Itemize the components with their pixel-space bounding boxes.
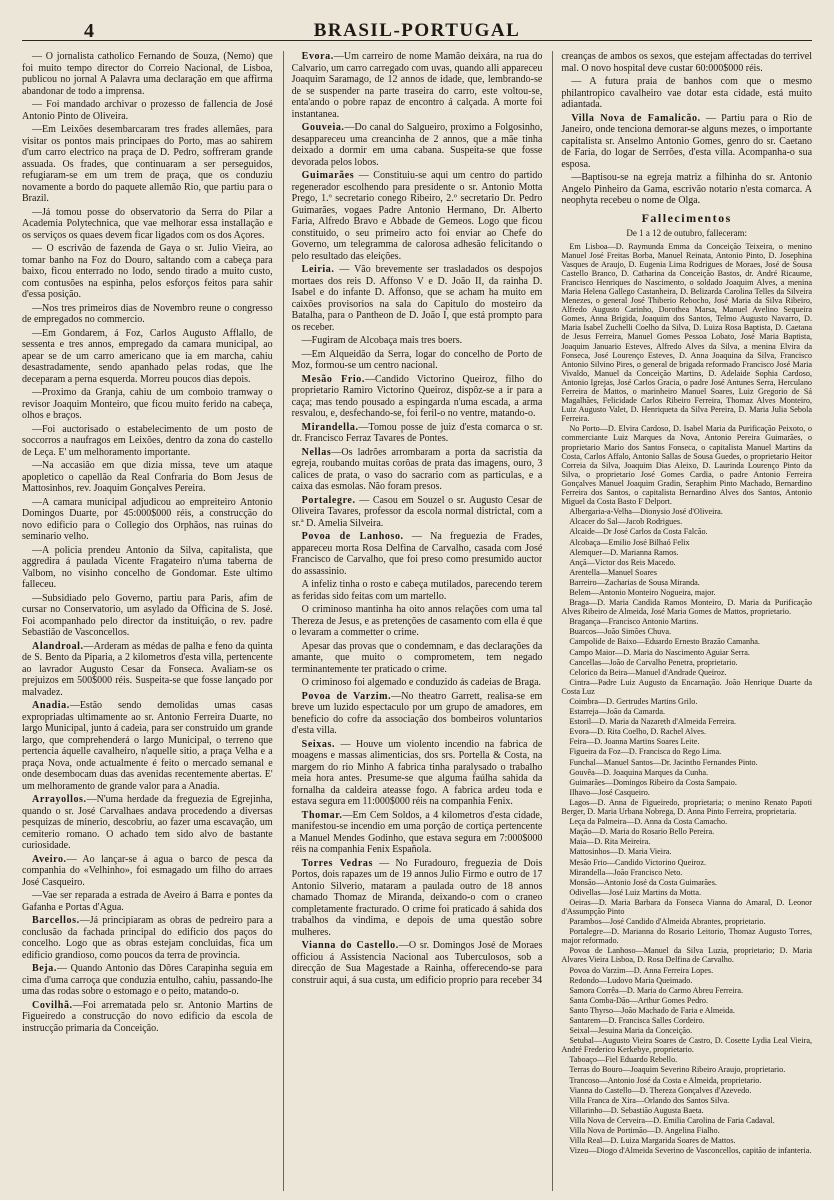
news-location: Portalegre. xyxy=(301,494,356,506)
news-text: — A futura praia de banhos com que o mesmo philantropico cavalheiro vae dotar esta cidade, está muito adiantada. xyxy=(561,76,813,110)
column-2 xyxy=(283,51,543,1191)
obituary-entry: Santarem—D. Francisca Salles Cordeiro. xyxy=(569,1016,705,1025)
news-text: —A policia prendeu Antonio da Silva, capitalista, que aggredira á paulada Vicente Fragateiro n'uma taberna de Valbom, no visinho concelho de Gondomar. Este ultimo falleceu. xyxy=(22,544,273,590)
obituary-entry: Belem—Antonio Monteiro Nogueira, major. xyxy=(569,587,716,597)
news-text: —Proximo da Granja, cahiu de um comboio tramway o revisor Joaquim Monteiro, que ficou muito ferido na cabeça, olhos e braços. xyxy=(22,387,273,421)
news-item xyxy=(292,940,543,986)
news-item xyxy=(22,387,273,422)
obituary-list xyxy=(561,242,812,1156)
obituary-entry: Cintra—Padre Luiz Augusto da Encarnação. João Henrique Duarte da Costa Luz xyxy=(561,677,813,696)
obituary-entry: Gouvêa—D. Joaquina Marques da Cunha. xyxy=(569,767,709,777)
obituary-entry: Mesão Frio—Candido Victorino Queiroz. xyxy=(569,857,707,867)
obituary-entry: Braga—D. Maria Candida Ramos Monteiro, D. Maria da Purificação Alves Ribeiro de Almeida, José Maria Gomes de Mattos, proprietario. xyxy=(561,598,813,617)
news-text: —Candido Victorino Queiroz, filho do proprietario Ramiro Victorino Queiroz, dispôz-se a ir para a caça; mas tendo pousado a espingarda n'uma escada, a arma resvalou, e, desfechando-se, foi feril-o no ventre, matando-o. xyxy=(291,373,543,419)
masthead-title: BRASIL-PORTUGAL xyxy=(313,20,521,41)
news-text: —N'uma herdade da freguezia de Egrejinha, quando o sr. José Carvalhaes andava procedendo a diversas pesquizas de minerio, descobriu, ao fazer uma escavação, um cemiterio romano. O achado tem sido alvo de bastante curiosidade. xyxy=(22,794,273,851)
news-location: Mirandella. xyxy=(301,421,359,433)
news-text: —Subsidiado pelo Governo, partiu para Paris, afim de cursar no Conservatorio, um asylado da Officina de S. José. Foi acompanhado pelo director da instituição, o rev. padre Sebastião de Vasconcellos. xyxy=(22,592,273,638)
news-text: O criminoso foi algemado e conduzido ás cadeias de Braga. xyxy=(301,677,542,688)
news-item xyxy=(22,890,273,913)
news-text: — O jornalista catholico Fernando de Souza, (Nemo) que foi muito tempo director do Correio Nacional, de Lisboa, publicou no jornal A Palavra uma declaração em que affirma abandonar de todo a imprensa. xyxy=(22,51,273,97)
news-text: —Estão sendo demolidas umas casas expropriadas ultimamente ao sr. Antonio Ferreira Duarte, no largo Municipal, junto á cadeia, para ser construido um grande largo, que comprehenderá o largo Municipal, o terreno que pertencia áquelle cavalheiro, n'aquelle sitio, a praça Velha e a praça Nova, onde actualmente é feito o mercado semanal e onde desembocam duas das avenidas recentemente abertas. E' um melhoramento de grande valor para a Anadia. xyxy=(22,700,273,792)
obituary-entry: Celorico da Beira—Manuel d'Andrade Queiroz. xyxy=(569,667,727,677)
page-header xyxy=(22,0,812,41)
news-location: Nellas xyxy=(301,446,332,458)
news-text: — Constituiu-se aqui um centro do partido regenerador escolhendo para presidente o sr. Antonio Motta Prego, 1.º secretario conego Ribeiro, 2.º secretario Dr. Pedro Guimarães, vogaes Padre Antonio Hermano, Dr. Alberto Faria, Alfredo Bravo e Abbade de Gemeos. Logo que ficou constituido, o seu primeiro acto foi enviar ao Chefe do Governo, um telegramma de calorosa adhesão felicitando o pelo resultado das eleições. xyxy=(291,170,543,262)
news-text: —Vae ser reparada a estrada de Aveiro á Barra e pontes da Gafanha e Portas d'Agua. xyxy=(22,890,273,913)
news-text: —Já principiaram as obras de pedreiro para a conclusão da fachada principal do edificio dos paços do concelho. Logo que as obras estejam concluidas, fica um edificio grandioso, como poucos da terra de provincia. xyxy=(22,915,273,961)
news-item xyxy=(292,422,543,445)
obituary-entry: Barreiro—Zacharias de Sousa Miranda. xyxy=(569,577,700,587)
obituary-entry: Seixal—Jesuina Maria da Conceição. xyxy=(569,1026,693,1036)
obituary-entry: Buarcos—João Simões Chuva. xyxy=(569,627,671,637)
news-text: — Partiu para o Rio de Janeiro, onde tenciona demorar-se alguns mezes, o importante capitalista sr. Anselmo Antonio Gomes, genro do sr. Caetano de Faria, do logar de Serrões, d'esta villa. Acompanha-o sua esposa. xyxy=(561,112,813,170)
news-item xyxy=(22,51,273,97)
obituary-entry: Villarinho—D. Sebastião Augusta Baeta. xyxy=(569,1105,704,1115)
news-item xyxy=(292,122,543,168)
news-text: — Quando Antonio das Dôres Carapinha seguia em cima d'uma carroça que conduzia entulho, cahiu, passando-lhe uma das rodas sobre o estomago e o peito, matando-o. xyxy=(22,963,273,997)
obituary-entry: Leça da Palmeira—D. Anna da Costa Camacho. xyxy=(569,817,728,827)
obituary-entry: Estarreja—João da Camarda. xyxy=(569,707,666,717)
news-item xyxy=(22,854,273,889)
obituary-entry: Estoril—D. Maria da Nazareth d'Almeida Ferreira. xyxy=(569,717,737,727)
news-text: — Houve um violento incendio na fabrica de moagens e massas alimenticias, dos srs. Portella & Costa, na margem do rio Minho A fabrica tinha paralysado o trabalho meia hora antes. Presume-se que alguma faúlha sahida da fornalha da caldeira ateasse fogo. A fabrica ardeu toda e estava segura em 11:000$000 réis na companhia Fenix. xyxy=(291,738,543,807)
news-item xyxy=(22,328,273,386)
news-item xyxy=(292,349,543,372)
news-location: Beja. xyxy=(32,963,57,974)
obituary-heading: Fallecimentos xyxy=(641,210,732,225)
news-item xyxy=(561,113,812,171)
news-item xyxy=(22,963,273,998)
obituary-entry: Lagos—D. Anna de Figueiredo, proprietaria; o menino Renato Papoti Berger, D. Maria Urbana Nobrega, D. Anna Pinto Ferreira, proprietaria. xyxy=(561,797,813,817)
obituary-entry: Feira—D. Joanna Martins Soares Leite. xyxy=(569,737,700,747)
page-number: 4 xyxy=(84,20,94,42)
obituary-entry: Coimbra—D. Gertrudes Martins Grilo. xyxy=(569,697,698,706)
news-location: Covilhã. xyxy=(32,999,73,1011)
news-text: — Foi mandado archivar o prozesso de fallencia de José Antonio Pinto de Oliveira. xyxy=(22,99,273,122)
obituary-entry: Villa Nova de Portimão—D. Angelina Fialho. xyxy=(569,1126,720,1136)
news-item xyxy=(22,545,273,591)
obituary-entry: Setubal—Augusto Vieira Soares de Castro, D. Cosette Lydia Leal Vieira, André Frederico Kerkebye, proprietario. xyxy=(561,1036,813,1055)
obituary-entry: Vizeu—Diogo d'Almeida Severino de Vasconcellos, capitão de infanteria. xyxy=(569,1146,812,1156)
obituary-entry: Oeiras—D. Maria Barbara da Fonseca Vianna do Amaral, D. Leonor d'Assumpção Pinto xyxy=(561,897,813,916)
obituary-entry: Parambos—José Candido d'Almeida Abrantes, proprietario. xyxy=(569,917,766,927)
news-item xyxy=(292,858,543,939)
obituary-entry: Povoa do Varzim—D. Anna Ferreira Lopes. xyxy=(569,965,714,975)
news-text: — Vão brevemente ser trasladados os despojos mortaes dos reis D. Affonso V e D. João II, da rainha D. Isabel e do infante D. Affonso, que se acham ha muito em caixões provisorios na sala do Capitulo do mosteiro da Batalha, para o Pantheon de D. João I, que está prompto para os receber. xyxy=(291,264,543,333)
news-location: Guimarães xyxy=(301,170,355,181)
news-text: —Em Alqueidão da Serra, logar do concelho de Porto de Moz, formou-se um centro nacional. xyxy=(291,348,543,371)
obituary-entry: Campolide de Baixo—Eduardo Ernesto Brazão Camanha. xyxy=(569,637,760,647)
obituary-entry: Mattosinhos—D. Maria Vieira. xyxy=(569,847,672,857)
news-location: Povoa de Varzim. xyxy=(301,690,392,702)
obituary-entry: Mirandella—João Francisco Neto. xyxy=(569,867,683,877)
obituary-entry: Monsão—Antonio José da Costa Guimarães. xyxy=(569,877,717,887)
news-item xyxy=(292,604,543,639)
obituary-entry: Portalegre—D. Marianna do Rosario Leitorio, Thomaz Augusto Torres, major reformado. xyxy=(561,927,813,946)
news-item xyxy=(292,447,543,493)
news-item xyxy=(292,810,543,856)
obituary-entry: Campo Maior—D. Maria do Nascimento Aguiar Serra. xyxy=(569,647,750,657)
news-text: —Foi auctorisado o estabelecimento de um posto de soccorros a naufragos em Leixões, dentro da zona do castello de Leça. E' um melhoramento importante. xyxy=(22,423,273,458)
news-text: —Os ladrões arrombaram a porta da sacristia da egreja, roubando muitas corôas de prata das imagens, ouro, 3 calices de prata, o vaso do sacrario com as particulas, e a caixa das esmolas. Não foram presos. xyxy=(291,446,543,492)
news-text: Apesar das provas que o condemnam, e das declarações da amante, que muito o comprometem, tem negado terminantemente ter praticado o crime. xyxy=(291,640,543,675)
news-item xyxy=(22,243,273,301)
news-text: —O sr. Domingos José de Moraes officiou á Assistencia Nacional aos Tuberculosos, sob a direcção de Sua Magestade a Rainha, offerecendo-se para construir aqui, á sua custa, um edificio proprio para receber 34 xyxy=(291,940,543,986)
news-text: —Na accasião em que dizia missa, teve um ataque apopletico o capellão da Real Confraria do Bom Jesus de Mattosinhos, rev. Joaquim Gonçalves Pereira. xyxy=(22,460,273,494)
obituary-entry: Mação—D. Maria do Rosario Bello Pereira. xyxy=(569,827,715,837)
obituary-entry: Santo Thyrso—João Machado de Faria e Almeida. xyxy=(569,1005,735,1015)
news-location: Thomar. xyxy=(301,809,343,821)
article-columns xyxy=(22,41,812,1191)
obituary-entry: Trancoso—Antonio José da Costa e Almeida, proprietario. xyxy=(569,1075,762,1085)
news-item xyxy=(292,264,543,333)
news-text: —Um carreiro de nome Mamão deixára, na rua do Calvario, um carro carregado com uvas, quando alli appareceu Joaquim Saramago, de 12 annos de idade, que, lembrando-se de se suspender na parte traseira do carro, este voltou-se, enta'ando o pobre rapaz de encontro á calçada. A morte foi instantanea. xyxy=(291,51,543,120)
obituary-entry: Santa Comba-Dão—Arthur Gomes Pedro. xyxy=(569,995,709,1005)
news-item xyxy=(22,497,273,543)
news-text: —Nos tres primeiros dias de Novembro reune o congresso de empregados no commercio. xyxy=(22,302,273,325)
news-item xyxy=(292,691,543,737)
news-item xyxy=(22,460,273,495)
news-text: — Na freguezia de Frades, appareceu morta Rosa Delfina de Carvalho, casada com José Francisco de Carvalho, que foi preso como presumido auctor do assassinio. xyxy=(291,531,543,577)
obituary-entry: Alcaide—Dr José Carlos da Costa Falcão. xyxy=(569,527,708,537)
news-text: — O escrivão de fazenda de Gaya o sr. Julio Vieira, ao tomar banho na Foz do Douro, saltando com a cabeça para baixo, ficou enterrado no lodo, sendo tirado a muito custo, com contusões na espinha, pelos esforços feitos para sahir d'essa posição. xyxy=(22,243,273,300)
news-location: Povoa de Lanhoso. xyxy=(301,531,404,542)
obituary-entry: Figueira da Foz—D. Francisca do Rego Lima. xyxy=(569,747,722,757)
news-text: —Em Gondarem, á Foz, Carlos Augusto Afflallo, de sessenta e tres annos, empregado da camara municipal, ao apear se de um carro americano que ia em marcha, cahiu desastradamente, sendo apanhado pelas rodas, que lhe deceparam a perna esquerda. Morreu poucos dias depois. xyxy=(22,327,273,385)
obituary-entry: Samora Corrêa—D. Maria do Carmo Abreu Ferreira. xyxy=(569,985,744,995)
obituary-entry: Maia—D. Rita Meireira. xyxy=(569,837,651,847)
news-location: Torres Vedras xyxy=(301,857,373,869)
news-text: —Do canal do Salgueiro, proximo a Folgosinho, desappareceu uma creancinha de 2 annos, que a mãe tinha deixado a dormir em uma cabana. Suspeita-se que fosse devorada pelos lobos. xyxy=(291,122,543,168)
obituary-entry: Alcacer do Sal—Jacob Rodrigues. xyxy=(569,517,683,527)
news-item xyxy=(22,593,273,639)
obituary-intro: De 1 a 12 de outubro, falleceram: xyxy=(626,228,748,238)
obituary-entry: Ilhavo—José Casqueiro. xyxy=(569,787,650,797)
news-text: —No theatro Garrett, realisa-se em breve um luzido espectaculo por um grupo de amadores, em beneficio do cofre da associação dos bombeiros voluntarios d'esta villa. xyxy=(291,690,543,736)
news-text: —Em Leixões desembarcaram tres frades allemães, para visitar os pontos mais principaes do Porto, mas ao sahirem d'um carro electrico na praça de D. Pedro, soffreram grande assuada. Os frades, que continuaram a ser perseguidos, refugiaram-se em um trem de praça, que os conduziu novamente a bordo do paquete allemão Rio, que partiu para o Brazil. xyxy=(22,124,273,204)
obituary-entry: Alcobaça—Emilio José Bilhaó Felix xyxy=(569,537,690,547)
obituary-entry: Odivellas—José Luiz Martins da Motta. xyxy=(569,887,702,897)
obituary-entry: Villa Real—D. Luiza Margarida Soares de Mattos. xyxy=(569,1136,736,1146)
news-location: Mesão Frio. xyxy=(301,373,365,385)
news-text: —Em Cem Soldos, a 4 kilometros d'esta cidade, manifestou-se incendio em uma porção de cortiça pertencente a Manuel Mendes Godinho, que estava segura em 7:000$000 réis na companhia Fenix Española. xyxy=(291,809,543,855)
news-text: —Baptisou-se na egreja matriz a filhinha do sr. Antonio Angelo Pinheiro da Gama, escrivão notario n'esta comarca. A neophyta recebeu o nome de Olga. xyxy=(561,172,813,206)
obituary-entry: Bragança—Francisco Antonio Martins. xyxy=(569,617,699,627)
obituary-entry: Guimarães—Domingos Ribeiro da Costa Sampaio. xyxy=(569,777,737,787)
news-location: Aveiro. xyxy=(32,853,67,865)
obituary-entry: Terras do Bouro—Joaquim Severino Ribeiro Araujo, proprietario. xyxy=(569,1065,786,1075)
news-item xyxy=(292,495,543,530)
news-item xyxy=(292,739,543,808)
news-location: Villa Nova de Famalicão. xyxy=(571,112,701,124)
obituary-entry: Taboaço—Fiel Eduardo Rebello. xyxy=(569,1055,678,1065)
news-text: —Já tomou posse do observatorio da Serra do Pilar a Academia Polytechnica, que vae melhorar essa installação e os serviços os quaes devem ficar ligados com os dos Açores. xyxy=(22,206,273,241)
obituary-entry: Arentella—Manuel Soares xyxy=(569,567,657,577)
news-item xyxy=(292,374,543,420)
news-item xyxy=(561,76,812,111)
news-location: Evora. xyxy=(301,51,334,62)
news-item xyxy=(22,207,273,242)
news-text: —Fugiram de Alcobaça mais tres boers. xyxy=(301,335,463,346)
news-text: —A camara municipal adjudicou ao empreiteiro Antonio Domingos Duarte, por 45:000$000 réis, a construcção do novo edificio para o Collegio dos Orphãos, nas ruinas do seminario velho. xyxy=(22,496,273,542)
news-text: — Casou em Souzel o sr. Augusto Cesar de Oliveira Tavares, professor da escola normal districtal, com a sr.ª D. Amelia Silveira. xyxy=(291,494,543,529)
news-item xyxy=(22,700,273,792)
news-text: —Arderam as médas de palha e feno da quinta de S. Bento da Piparia, a 2 kilometros d'esta villa, pertencente ao lavrador Augusto Cesar da Fonseca. Avaliam-se os prejuizos em 500$000 réis. Suspeita-se que fosse lançado por malvadez. xyxy=(22,640,273,698)
news-text: —Tomou posse de juiz d'esta comarca o sr. dr. Francisco Ferraz Tavares de Pontes. xyxy=(291,421,543,444)
obituary-entry: Cancellas—João de Carvalho Penetra, proprietario. xyxy=(569,657,738,667)
news-location: Anadia. xyxy=(32,700,70,711)
column-3 xyxy=(552,51,812,1191)
obituary-entry: Vianna do Castello—D. Thereza Gonçalves d'Azevedo. xyxy=(569,1085,752,1095)
news-location: Vianna do Castello. xyxy=(301,940,399,951)
news-item xyxy=(22,1000,273,1035)
column-1 xyxy=(22,51,273,1191)
column-3-news xyxy=(561,51,812,207)
news-location: Gouveia. xyxy=(301,122,345,133)
obituary-entry: Evora—D. Rita Coelho, D. Rachel Alves. xyxy=(569,727,707,737)
news-item xyxy=(292,531,543,577)
news-item xyxy=(292,170,543,262)
news-item xyxy=(292,677,543,689)
obituary-entry: Funchal—Manuel Santos—Dr. Jacintho Fernandes Pinto. xyxy=(569,757,758,767)
news-item xyxy=(22,99,273,122)
news-item xyxy=(22,303,273,326)
news-location: Seixas. xyxy=(301,738,336,750)
news-text: —Foi arrematada pelo sr. Antonio Martins de Figueiredo a construcção do novo edificio da escola de instrucção primaria da Conceição. xyxy=(22,999,273,1034)
news-item xyxy=(22,794,273,852)
news-item xyxy=(22,641,273,699)
news-item xyxy=(22,124,273,205)
news-text: — No Furadouro, freguezia de Dois Portos, dois rapazes um de 19 annos Julio Firmo e outro de 17 Antonio Silverio, mataram a paulada outro de 18 annos chamado Thomaz de Miranda, deixando-o com o craneo completamente fracturado. O crime foi praticado á sahida dos trabalhos da vindima, e depois de uma questão sobre mulheres. xyxy=(291,857,543,938)
news-item xyxy=(292,335,543,347)
obituary-entry: Redondo—Ludovo Maria Queimado. xyxy=(569,975,693,985)
obituary-entry: Villa Franca de Xira—Orlando dos Santos Silva. xyxy=(569,1095,730,1105)
obituary-entry: Alemquer—D. Marianna Ramos. xyxy=(569,547,679,557)
news-text: — Ao lançar-se á agua o barco de pesca da companhia do «Velhinho», foi esmagado um filho do arraes José Casqueiro. xyxy=(22,853,273,888)
news-item xyxy=(292,641,543,676)
news-location: Barcellos. xyxy=(32,915,80,926)
news-item xyxy=(22,915,273,961)
news-item xyxy=(22,424,273,459)
news-text: creanças de ambos os sexos, que estejam affectadas do terrivel mal. O novo hospital deve custar 60:000$000 réis. xyxy=(561,51,813,74)
news-item xyxy=(561,172,812,207)
news-location: Alandroal. xyxy=(32,640,84,652)
news-item xyxy=(292,51,543,120)
news-text: A infeliz tinha o rosto e cabeça mutilados, parecendo terem as feridas sido feitas com um martello. xyxy=(291,579,543,602)
news-item xyxy=(561,51,812,74)
obituary-entry: Povoa de Lanhoso—Manuel da Silva Luzia, proprietario; D. Maria Alvares Vieira Lisboa, D. Rosa Delfina de Carvalho. xyxy=(561,946,813,965)
obituary-entry: Villa Nova de Cerveira—D. Emilia Carolina de Faria Cadaval. xyxy=(569,1115,775,1125)
news-item xyxy=(292,579,543,602)
news-location: Leiria. xyxy=(301,264,335,275)
obituary-entry: Em Lisboa—D. Raymunda Emma da Conceição Teixeira, o menino Manuel José Freitas Borba, Manuel Reinata, Antonio Pinto, D. Josephina Vasques de Araujo, D. Eugenia Lima Rodrigues de Moraes, José de Sousa Castello Branco, D. Catharina da Conceição Bastos, dr. André Ricaume, Francisco Henriques do Nascimento, o soldado Joaquim Alves, a menina Maria Helena Gallego Castanheira, D. Belizarda Carolina Telles da Silveira Menezes, o general José Thiberio Rebocho, José Maria da Silva Ribeiro, Alfredo Augusto Carinho, Dorothea Marsa, Manuel Avelino Sequeira Gomes, Anna Brigida, Joaquim dos Santos, Telmo Augusto Navarro, D. Maria Isabel Zuchelli Coelho da Silva, D. Luiza Rosa Baptista, D. Caetana de Jesus Ferreira, Manuel Gomes Pessoa Lobato, José Maria Baptista, Joaquim Januario Esteves, Alfredo Alves da Silva, a menina Elvira da Fonseca, José Lourenço Esteves, D. Anna Joaquina da Silva, Francisco Antonio Silvino Pires, o general de brigada reformado Francisco José Maria Vivaldo, Manuel da Conceição Martins, D. Adelaide Sophia Cardoso, Antonio Igrejas, José Carlos Gracia, o padre José Antunes Serra, Herculano Ferreira de Mattos, o marinheiro Manuel Soares, Luiz Gregorio de Sá Magalhães, Felicidade Carlos Ribeiro Ferreira, Thomaz Alves Monteiro, Luiz Augusto Valet, D. Henriqueta da Silva Pereira, D. Maria Julia Sebola Ferreira. xyxy=(561,241,813,424)
obituary-entry: No Porto—D. Elvira Cardoso, D. Isabel Maria da Purificação Peixoto, o commerciante Luiz Marques da Nova, Antonio Pereira Guimarães, o proprietario Mario dos Santos Fonseca, o capitalista Manuel Martins da Costa, Carlos Affalo, Antonio Sallas de Sousa Guedes, o proprietario Heitor Correia da Silva, Joaquim Dias Aleixo, D. Laurinda Lourenço Pinto da Silva, o proprietario José Gomes Cardia, o padre Antonio Ferreira Gonçalves Manuel Joaquim Gradin, Seraphim Pinto Machado, Bernardino Ferreira dos Santos, o capitalista Bernardino Alves dos Santos, Antonio Miguel da Costa Basto F Delport. xyxy=(561,424,813,507)
obituary-entry: Albergaria-a-Velha—Dionysio José d'Oliveira. xyxy=(569,507,723,517)
news-text: O criminoso mantinha ha oito annos relações com uma tal Thereza de Jesus, e as pretenções de casamento com ella é que o levaram a commetter o crime. xyxy=(291,604,543,638)
news-location: Arrayollos. xyxy=(32,794,87,805)
obituary-entry: Ançã—Victor dos Reis Macedo. xyxy=(569,557,676,567)
